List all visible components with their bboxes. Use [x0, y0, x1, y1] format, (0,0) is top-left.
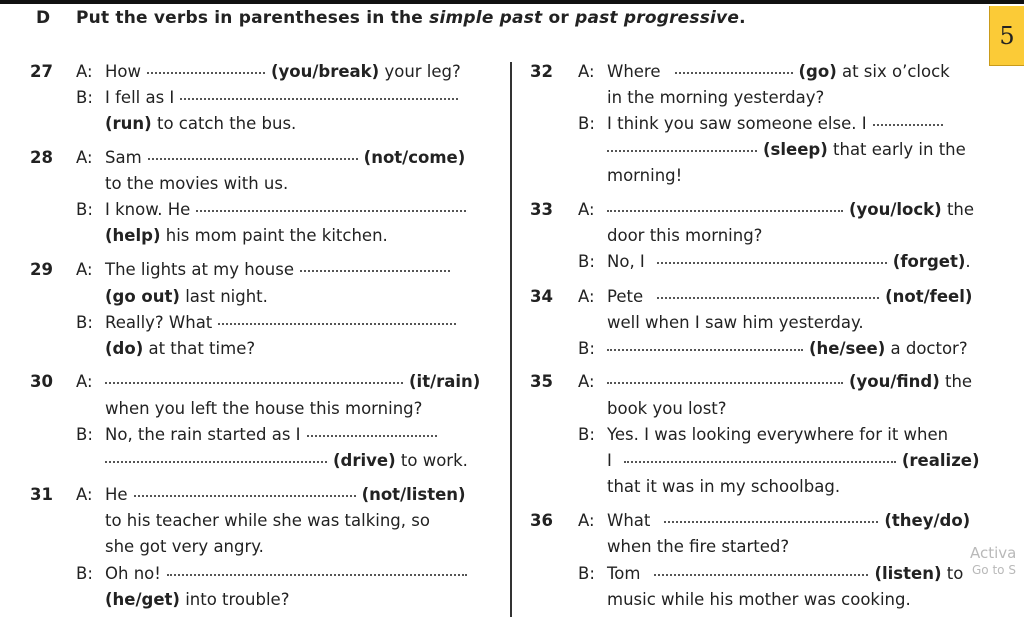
blank[interactable] — [607, 150, 757, 152]
watermark-line2: Go to S — [972, 563, 1016, 577]
instruction-end: . — [739, 8, 746, 28]
line-b-cont: music while his mother was cooking. — [607, 590, 911, 609]
blank[interactable] — [607, 349, 803, 351]
blank[interactable] — [664, 521, 878, 523]
exercise-number: 33 — [530, 200, 553, 219]
exercise-number: 31 — [30, 485, 53, 504]
line-b: Oh no! — [105, 564, 473, 584]
blank[interactable] — [675, 72, 793, 74]
blank[interactable] — [105, 382, 403, 384]
blank[interactable] — [654, 574, 868, 576]
speaker-a: A: — [578, 511, 595, 530]
line-a: He (not/listen) — [105, 485, 466, 504]
exercise-number: 28 — [30, 148, 53, 167]
line-a-cont: door this morning? — [607, 226, 763, 245]
line-a: Where (go) at six o’clock — [607, 62, 950, 81]
line-a-cont: to his teacher while she was talking, so — [105, 511, 430, 530]
instruction-or: or — [542, 8, 576, 28]
line-b: Yes. I was looking everywhere for it when — [607, 425, 949, 444]
exercise-number: 29 — [30, 260, 53, 279]
line-b-cont: that it was in my schoolbag. — [607, 477, 841, 496]
line-a-cont: (go out) last night. — [105, 287, 268, 306]
exercise-number: 35 — [530, 372, 553, 391]
line-a: (it/rain) — [105, 372, 480, 392]
line-a-cont: to the movies with us. — [105, 174, 289, 193]
instruction-text: Put the verbs in parentheses in the — [76, 8, 430, 28]
exercise-number: 30 — [30, 372, 53, 391]
tense-past-progressive: past progressive — [575, 8, 740, 28]
line-b-cont: (do) at that time? — [105, 339, 256, 358]
line-b: Tom (listen) to — [607, 564, 964, 583]
blank[interactable] — [657, 297, 879, 299]
line-a-cont: when the fire started? — [607, 537, 790, 556]
line-b: (he/see) a doctor? — [607, 339, 968, 359]
section-heading — [36, 8, 746, 28]
line-a-cont: book you lost? — [607, 399, 727, 418]
speaker-a: A: — [76, 62, 93, 81]
line-a: How (you/break) your leg? — [105, 62, 461, 81]
blank[interactable] — [148, 158, 358, 160]
line-a-cont: she got very angry. — [105, 537, 264, 556]
speaker-a: A: — [578, 200, 595, 219]
line-b-cont: morning! — [607, 166, 683, 185]
exercise-number: 32 — [530, 62, 553, 81]
blank[interactable] — [134, 495, 356, 497]
speaker-a: A: — [76, 148, 93, 167]
line-b: No, I (forget). — [607, 252, 971, 271]
blank[interactable] — [873, 124, 943, 126]
line-b: I think you saw someone else. I — [607, 114, 949, 134]
blank[interactable] — [607, 210, 843, 212]
speaker-b: B: — [76, 425, 93, 444]
line-b: Really? What — [105, 313, 462, 333]
blank[interactable] — [105, 461, 327, 463]
line-b-cont: (run) to catch the bus. — [105, 114, 297, 133]
speaker-b: B: — [578, 252, 595, 271]
speaker-a: A: — [578, 372, 595, 391]
speaker-a: A: — [578, 287, 595, 306]
line-a-cont: well when I saw him yesterday. — [607, 313, 864, 332]
speaker-b: B: — [578, 564, 595, 583]
speaker-a: A: — [76, 485, 93, 504]
blank[interactable] — [167, 574, 467, 576]
speaker-b: B: — [578, 339, 595, 358]
line-a-cont: in the morning yesterday? — [607, 88, 825, 107]
speaker-a: A: — [76, 260, 93, 279]
line-b: No, the rain started as I — [105, 425, 443, 445]
line-b: I know. He — [105, 200, 472, 220]
speaker-b: B: — [76, 88, 93, 107]
blank[interactable] — [657, 262, 887, 264]
speaker-b: B: — [578, 425, 595, 444]
speaker-b: B: — [76, 564, 93, 583]
line-a: (you/find) the — [607, 372, 972, 392]
line-a: Pete (not/feel) — [607, 287, 973, 306]
exercise-number: 36 — [530, 511, 553, 530]
line-a-cont: when you left the house this morning? — [105, 399, 423, 418]
exercise-number: 34 — [530, 287, 553, 306]
top-border — [0, 0, 1024, 4]
blank[interactable] — [307, 435, 437, 437]
line-a: What (they/do) — [607, 511, 971, 530]
activation-watermark — [970, 545, 1016, 579]
line-b-cont: I (realize) — [607, 451, 980, 470]
speaker-b: B: — [76, 313, 93, 332]
speaker-a: A: — [76, 372, 93, 391]
column-divider — [510, 62, 512, 617]
line-b: I fell as I — [105, 88, 464, 108]
line-b-cont: (help) his mom paint the kitchen. — [105, 226, 388, 245]
watermark-line1: Activa — [970, 544, 1017, 562]
line-a: (you/lock) the — [607, 200, 974, 220]
speaker-b: B: — [578, 114, 595, 133]
page-number-badge: 5 — [989, 6, 1024, 66]
blank[interactable] — [180, 98, 458, 100]
blank[interactable] — [147, 72, 265, 74]
blank[interactable] — [607, 382, 843, 384]
blank[interactable] — [624, 461, 896, 463]
line-a: The lights at my house — [105, 260, 456, 280]
line-a: Sam (not/come) — [105, 148, 466, 167]
tense-simple-past: simple past — [429, 8, 543, 28]
blank[interactable] — [300, 270, 450, 272]
blank[interactable] — [218, 323, 456, 325]
line-b-cont: (drive) to work. — [105, 451, 468, 471]
section-letter: D — [36, 8, 51, 28]
line-b-cont: (he/get) into trouble? — [105, 590, 290, 609]
speaker-b: B: — [76, 200, 93, 219]
blank[interactable] — [196, 210, 466, 212]
exercise-number: 27 — [30, 62, 53, 81]
speaker-a: A: — [578, 62, 595, 81]
line-b-cont: (sleep) that early in the — [607, 140, 966, 160]
